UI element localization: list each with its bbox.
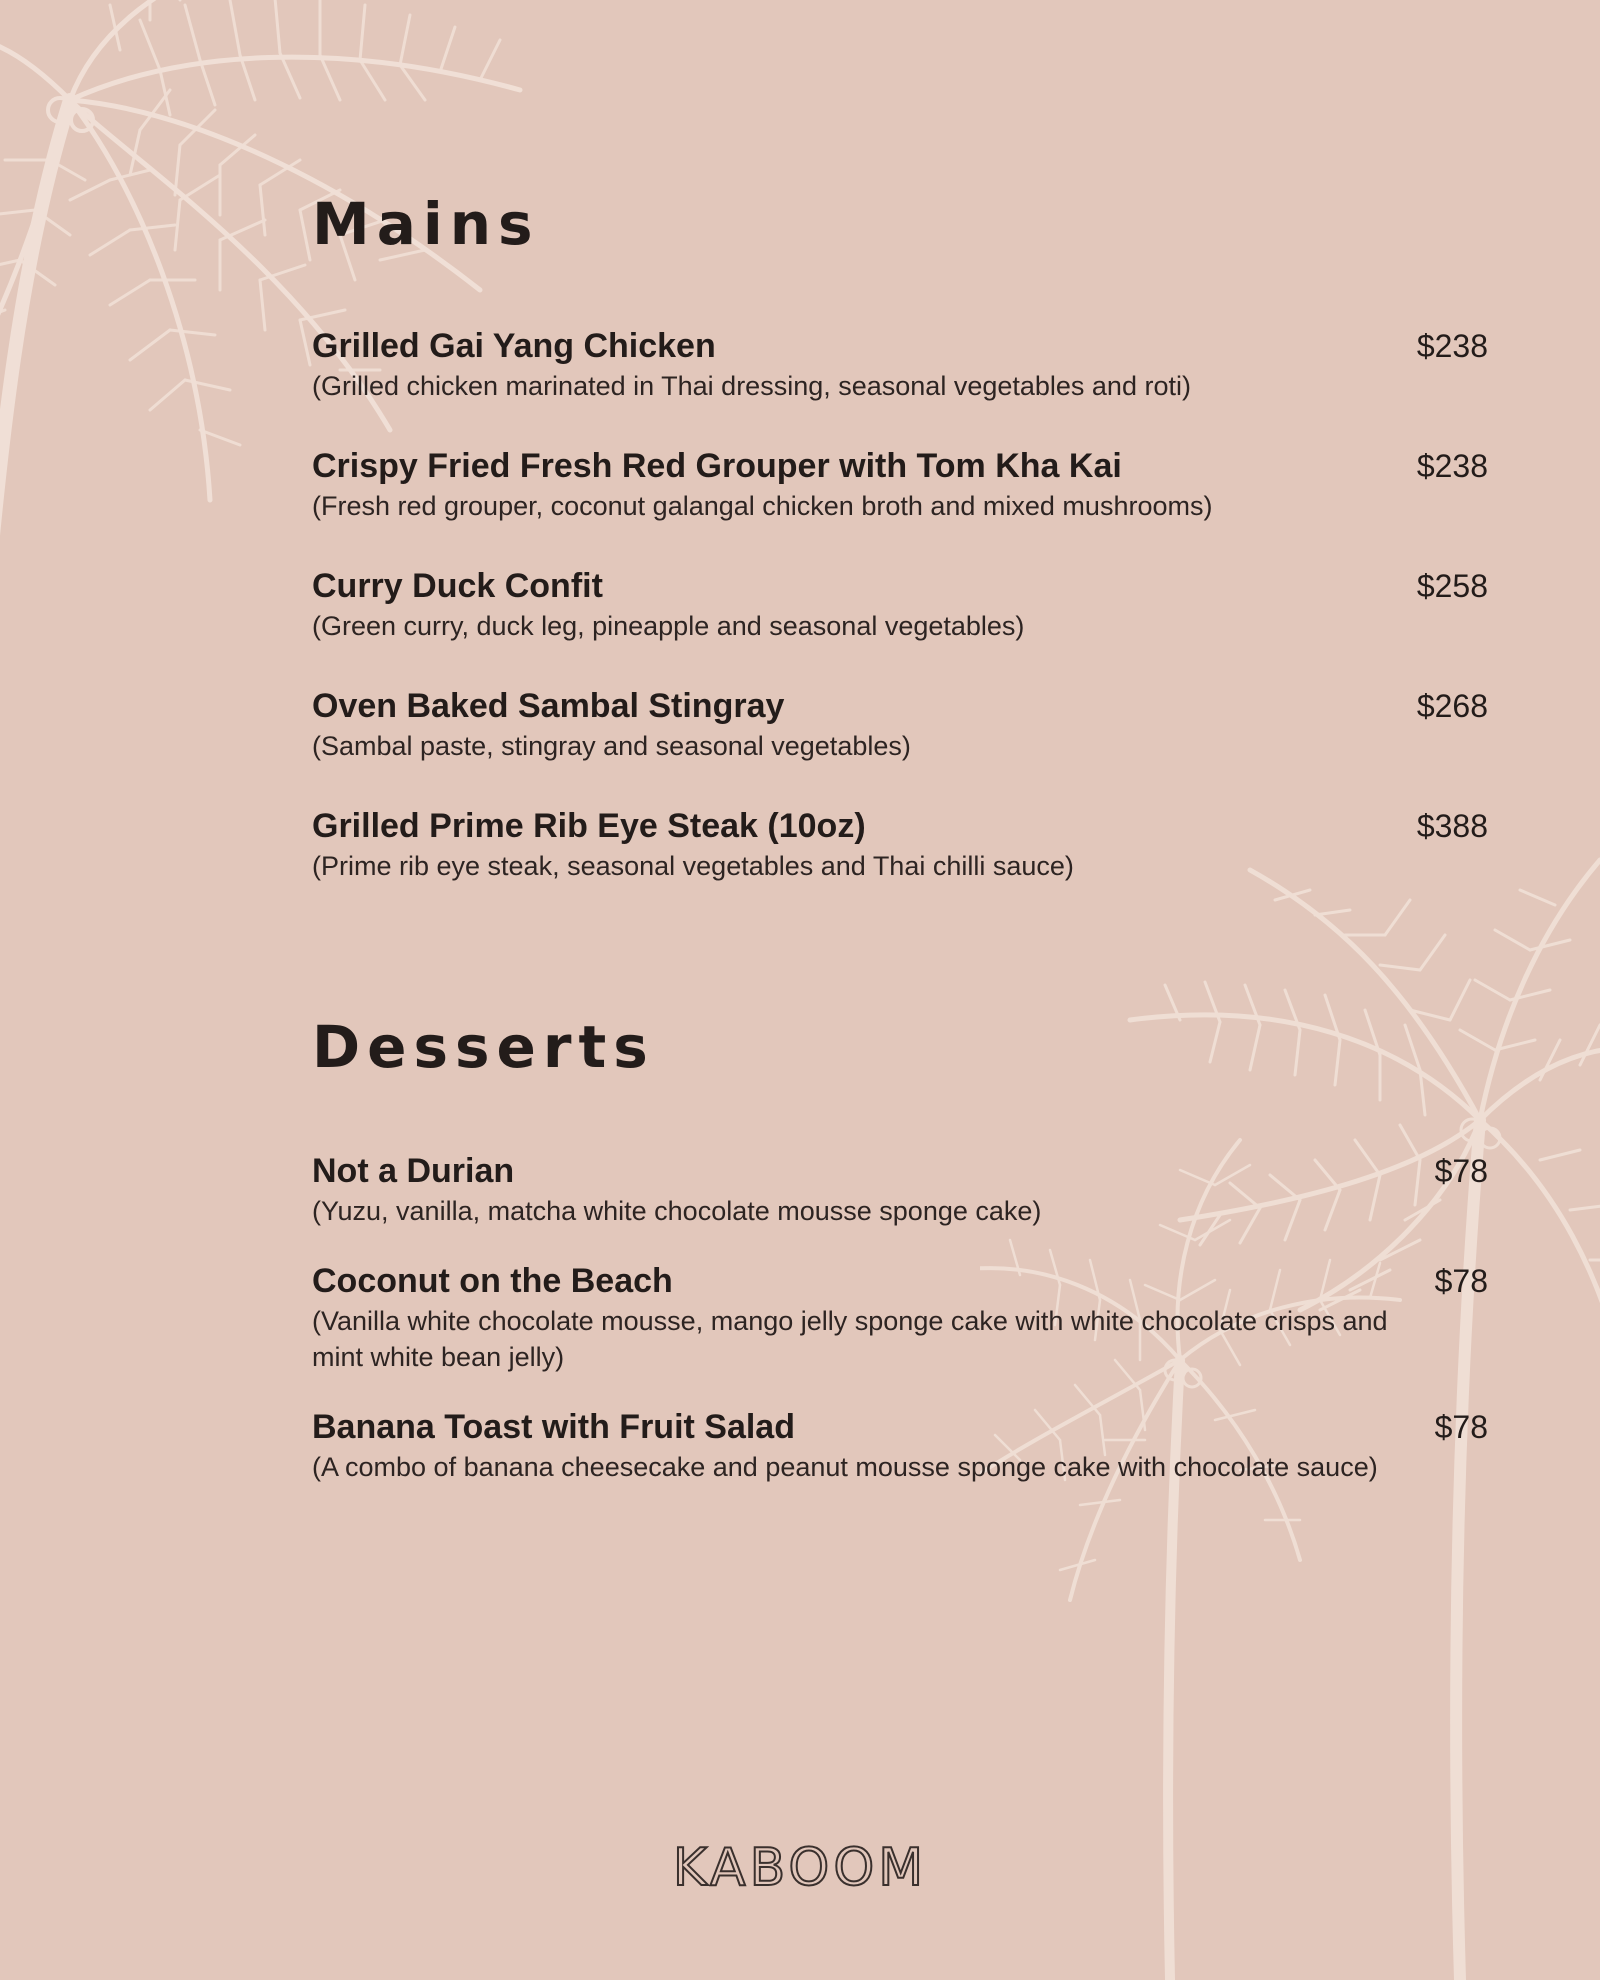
menu-item bbox=[312, 326, 1488, 404]
menu-item bbox=[312, 446, 1488, 524]
menu-item bbox=[312, 566, 1488, 644]
menu-item-description: (A combo of banana cheesecake and peanut mousse sponge cake with chocolate sauce) bbox=[312, 1452, 1378, 1482]
menu-item-name: Not a Durian bbox=[312, 1152, 515, 1190]
menu-item-description: (Prime rib eye steak, seasonal vegetables and Thai chilli sauce) bbox=[312, 851, 1074, 881]
menu-item-name: Crispy Fried Fresh Red Grouper with Tom Kha Kai bbox=[312, 447, 1122, 485]
menu-item bbox=[312, 806, 1488, 884]
menu-item-name: Grilled Gai Yang Chicken bbox=[312, 327, 716, 365]
menu-item-name: Oven Baked Sambal Stingray bbox=[312, 687, 785, 725]
menu-item-description: (Vanilla white chocolate mousse, mango jelly sponge cake with white chocolate crisps and mint white bean jelly) bbox=[312, 1306, 1388, 1372]
menu-item-description: (Fresh red grouper, coconut galangal chicken broth and mixed mushrooms) bbox=[312, 491, 1213, 521]
menu-item-description: (Green curry, duck leg, pineapple and seasonal vegetables) bbox=[312, 611, 1025, 641]
menu-item bbox=[312, 1407, 1488, 1485]
menu-item-description: (Sambal paste, stingray and seasonal vegetables) bbox=[312, 731, 911, 761]
menu-item bbox=[312, 686, 1488, 764]
menu-item-name: Grilled Prime Rib Eye Steak (10oz) bbox=[312, 807, 866, 845]
menu-item bbox=[312, 1261, 1488, 1375]
menu-item-name: Coconut on the Beach bbox=[312, 1262, 673, 1300]
menu-item-name: Banana Toast with Fruit Salad bbox=[312, 1408, 795, 1446]
mains-section-title: Mains bbox=[312, 190, 540, 258]
menu-item-price: $78 bbox=[1434, 1263, 1488, 1299]
desserts-section-title: Desserts bbox=[312, 1013, 655, 1081]
brand-logo: KABOOM bbox=[672, 1838, 928, 1898]
menu-item-price: $258 bbox=[1416, 568, 1488, 604]
menu-item-price: $238 bbox=[1416, 328, 1488, 364]
menu-item-price: $78 bbox=[1434, 1409, 1488, 1445]
menu-item bbox=[312, 1151, 1488, 1229]
menu-item-price: $268 bbox=[1416, 688, 1488, 724]
menu-item-price: $388 bbox=[1416, 808, 1488, 844]
menu-item-description: (Grilled chicken marinated in Thai dressing, seasonal vegetables and roti) bbox=[312, 371, 1191, 401]
menu-item-price: $78 bbox=[1434, 1153, 1488, 1189]
menu-item-description: (Yuzu, vanilla, matcha white chocolate mousse sponge cake) bbox=[312, 1196, 1042, 1226]
menu-item-name: Curry Duck Confit bbox=[312, 567, 603, 605]
menu-item-price: $238 bbox=[1416, 448, 1488, 484]
